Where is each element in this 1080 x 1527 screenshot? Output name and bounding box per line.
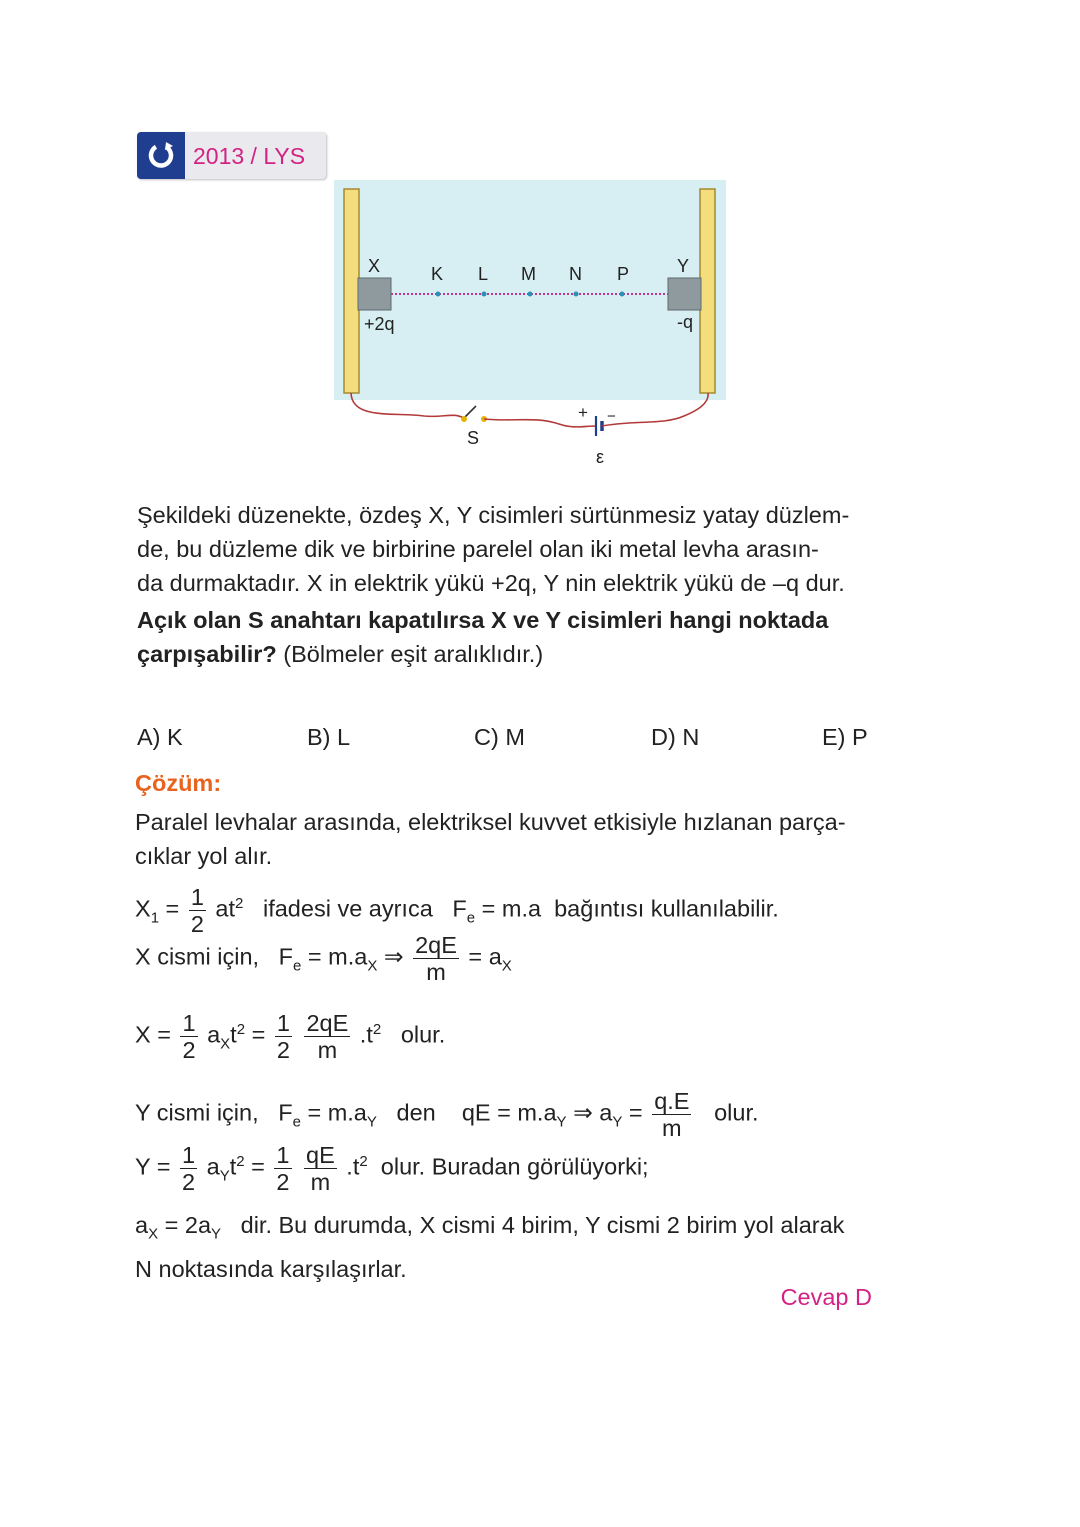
y-for-label: Y cismi için, bbox=[135, 1099, 259, 1126]
battery-plus: + bbox=[578, 403, 588, 422]
badge-label: 2013 / LYS bbox=[193, 143, 306, 169]
eq1-text-2: bağıntısı kullanılabilir. bbox=[554, 895, 779, 922]
question-line-3: da durmaktadır. X in elektrik yükü +2q, Y nin elektrik yükü de –q dur. bbox=[137, 570, 845, 596]
label-s: S bbox=[467, 428, 480, 448]
circuit-figure bbox=[334, 180, 754, 470]
question-bold-1: Açık olan S anahtarı kapatılırsa X ve Y cisimleri hangi noktada bbox=[137, 607, 829, 633]
conclusion-tail: dir. Bu durumda, X cismi 4 birim, Y cismi 2 birim yol alarak bbox=[240, 1212, 845, 1238]
point-n-dot bbox=[574, 292, 579, 297]
conclusion-line-2: N noktasında karşılaşırlar. bbox=[135, 1255, 407, 1282]
switch-blade bbox=[464, 406, 476, 418]
right-plate bbox=[700, 189, 715, 393]
question-line-2: de, bu düzleme dik ve birbirine parelel olan iki metal levha arasın- bbox=[137, 536, 819, 562]
switch-left-contact bbox=[461, 416, 467, 422]
option-b[interactable]: B) L bbox=[307, 724, 351, 750]
year-badge bbox=[137, 132, 326, 179]
option-c[interactable]: C) M bbox=[474, 724, 525, 750]
question-bold-2: çarpışabilir? bbox=[137, 641, 277, 667]
label-n: N bbox=[569, 264, 582, 284]
question-note: (Bölmeler eşit aralıklıdır.) bbox=[276, 641, 544, 667]
label-p: P bbox=[617, 264, 630, 284]
field-region bbox=[334, 180, 726, 400]
body-x bbox=[358, 278, 391, 310]
equation-kinematics: $X_1$ = $\frac{1}{2}$ $at^2$ ifadesi ve ayrıca $F_e = m.a$ bağıntısı kullanılabilir. bbox=[135, 884, 779, 937]
point-k-dot bbox=[436, 292, 441, 297]
solution-title: Çözüm: bbox=[135, 770, 222, 796]
equation-y-distance: Y = $\frac{1}{2}$ $a_Yt^2$ = $\frac{1}{2}$ $\frac{qE}{m}$ $.t^2$ olur. Buradan görülüyorki; bbox=[135, 1142, 649, 1195]
option-e[interactable]: E) P bbox=[822, 724, 868, 750]
option-d[interactable]: D) N bbox=[651, 724, 700, 750]
solution-intro bbox=[135, 805, 873, 873]
olur-2: olur. bbox=[714, 1099, 759, 1126]
label-m: M bbox=[521, 264, 536, 284]
label-l: L bbox=[478, 264, 489, 284]
charge-y: -q bbox=[677, 312, 694, 332]
equation-x-distance: X = $\frac{1}{2}$ $a_Xt^2$ = $\frac{1}{2}$ $\frac{2qE}{m}$ $.t^2$ olur. bbox=[135, 1010, 446, 1063]
buradan-label: olur. Buradan görülüyorki; bbox=[380, 1153, 649, 1180]
label-k: K bbox=[431, 264, 444, 284]
x-for-label: X cismi için, bbox=[135, 943, 260, 970]
olur-1: olur. bbox=[400, 1021, 446, 1048]
solution-intro-2: cıklar yol alır. bbox=[135, 843, 273, 869]
label-emf: ε bbox=[596, 447, 605, 467]
point-p-dot bbox=[620, 292, 625, 297]
body-y bbox=[668, 278, 701, 310]
refresh-icon bbox=[137, 132, 185, 179]
left-plate bbox=[344, 189, 359, 393]
battery-minus: − bbox=[607, 408, 616, 425]
answer-label: Cevap D bbox=[780, 1284, 872, 1310]
question-line-1: Şekildeki düzenekte, özdeş X, Y cisimleri sürtünmesiz yatay düzlem- bbox=[137, 502, 850, 528]
point-m-dot bbox=[528, 292, 533, 297]
eq1-text: ifadesi ve ayrıca bbox=[262, 895, 433, 922]
question-text bbox=[137, 498, 873, 671]
option-a[interactable]: A) K bbox=[137, 724, 183, 750]
point-l-dot bbox=[482, 292, 487, 297]
solution-intro-1: Paralel levhalar arasında, elektriksel kuvvet etkisiyle hızlanan parça- bbox=[135, 809, 846, 835]
conclusion-math: $a_X = 2a_Y$ bbox=[135, 1212, 222, 1243]
label-y: Y bbox=[677, 256, 690, 276]
den-label: den bbox=[396, 1099, 436, 1126]
solution-conclusion bbox=[135, 1208, 873, 1286]
equation-x-acceleration: X cismi için, $F_e = m.a_X$ ⇒ $\frac{2qE}{m}$ = $a_X$ bbox=[135, 932, 512, 985]
charge-x: +2q bbox=[364, 314, 395, 334]
label-x: X bbox=[368, 256, 381, 276]
equation-y-acceleration: Y cismi için, $F_e = m.a_Y$ den qE = $m.a_Y$ ⇒ $a_Y$ = $\frac{q.E}{m}$ olur. bbox=[135, 1088, 759, 1141]
